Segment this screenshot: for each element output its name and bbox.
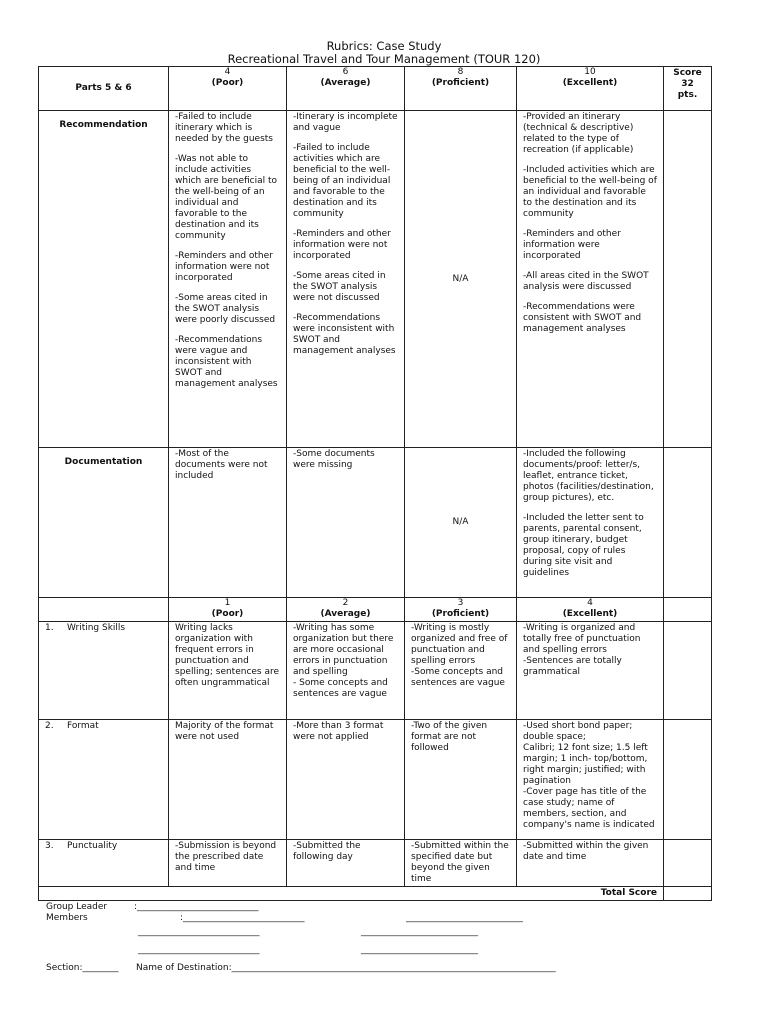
member-field-6[interactable]: __________________________ xyxy=(361,945,478,955)
format-excellent: -Used short bond paper; double space; Calibri; 12 font size; 1.5 left margin; 1 inch- top/bottom, right margin; justified; with pagination -Cover page has title of the case study; name of members, section, and company's name is indicated xyxy=(517,720,664,840)
members-label: Members xyxy=(46,913,88,923)
recommendation-poor: -Failed to include itinerary which is needed by the guests -Was not able to include activities which are beneficial to the well-being of an individual and favorable to the destination and its community -Reminders and other information were not incorporated -Some areas cited in the SWOT analysis were poorly discussed -Recommendations were vague and inconsistent with SWOT and management analyses xyxy=(169,111,287,448)
section-field[interactable]: Section:________ xyxy=(46,963,119,973)
header-b-proficient: 3 (Proficient) xyxy=(405,598,517,622)
member-field-4[interactable]: __________________________ xyxy=(361,927,478,937)
writing-excellent: -Writing is organized and totally free of punctuation and spelling errors -Sentences are totally grammatical xyxy=(517,622,664,720)
recommendation-excellent: -Provided an itinerary (technical & descriptive) related to the type of recreation (if applicable) -Included activities which are beneficial to the well-being of an individual and favorable to the destination and its community -Reminders and other information were incorporated -All areas cited in the SWOT analysis were discussed -Recommendations were consistent with SWOT and management analyses xyxy=(517,111,664,448)
member-field-1[interactable]: :___________________________ xyxy=(180,913,305,923)
header-excellent: 10 (Excellent) xyxy=(517,67,664,111)
row-format xyxy=(39,720,712,840)
total-score-label: Total Score xyxy=(39,887,664,901)
criterion-recommendation: Recommendation xyxy=(39,111,169,448)
recommendation-average: -Itinerary is incomplete and vague -Failed to include activities which are beneficial to the well-being of an individual and favorable to the destination and its community -Reminders and other information were not incorporated -Some areas cited in the SWOT analysis were not discussed -Recommendations were inconsistent with SWOT and management analyses xyxy=(287,111,405,448)
punctuality-poor: -Submission is beyond the prescribed date and time xyxy=(169,840,287,887)
format-proficient: -Two of the given format are not followed xyxy=(405,720,517,840)
recommendation-score xyxy=(664,111,712,448)
criterion-punctuality: 3. Punctuality xyxy=(39,840,169,887)
header-average: 6 (Average) xyxy=(287,67,405,111)
section-a-header-row xyxy=(39,67,712,111)
format-score xyxy=(664,720,712,840)
punctuality-excellent: -Submitted within the given date and time xyxy=(517,840,664,887)
section-b-header-row xyxy=(39,598,712,622)
punctuality-proficient: -Submitted within the specified date but beyond the given time xyxy=(405,840,517,887)
member-field-2[interactable]: __________________________ xyxy=(406,913,523,923)
header-proficient: 8 (Proficient) xyxy=(405,67,517,111)
criterion-format: 2. Format xyxy=(39,720,169,840)
header-b-average: 2 (Average) xyxy=(287,598,405,622)
header-b-excellent: 4 (Excellent) xyxy=(517,598,664,622)
destination-field[interactable]: Name of Destination:________________________________________________________________________ xyxy=(136,963,556,973)
writing-average: -Writing has some organization but there are more occasional errors in punctuation and spelling - Some concepts and sentences are vague xyxy=(287,622,405,720)
section-b-blank xyxy=(39,598,169,622)
rubric-table xyxy=(38,66,712,901)
section-b-score-blank xyxy=(664,598,712,622)
writing-proficient: -Writing is mostly organized and free of punctuation and spelling errors -Some concepts and sentences are vague xyxy=(405,622,517,720)
member-field-5[interactable]: ___________________________ xyxy=(138,945,260,955)
documentation-average: -Some documents were missing xyxy=(287,448,405,598)
writing-score xyxy=(664,622,712,720)
documentation-score xyxy=(664,448,712,598)
header-poor: 4 (Poor) xyxy=(169,67,287,111)
documentation-proficient: N/A xyxy=(405,448,517,598)
writing-poor: Writing lacks organization with frequent errors in punctuation and spelling; sentences are often ungrammatical xyxy=(169,622,287,720)
criterion-documentation: Documentation xyxy=(39,448,169,598)
group-leader-field[interactable]: :___________________________ xyxy=(134,902,259,912)
parts-label: Parts 5 & 6 xyxy=(39,67,169,111)
score-header: Score 32 pts. xyxy=(664,67,712,111)
group-leader-label: Group Leader xyxy=(46,902,108,912)
punctuality-average: -Submitted the following day xyxy=(287,840,405,887)
documentation-poor: -Most of the documents were not included xyxy=(169,448,287,598)
document-title: Rubrics: Case Study xyxy=(326,39,442,53)
criterion-writing-skills: 1. Writing Skills xyxy=(39,622,169,720)
row-documentation xyxy=(39,448,712,598)
row-writing-skills xyxy=(39,622,712,720)
header-b-poor: 1 (Poor) xyxy=(169,598,287,622)
format-poor: Majority of the format were not used xyxy=(169,720,287,840)
format-average: -More than 3 format were not applied xyxy=(287,720,405,840)
document-subtitle: Recreational Travel and Tour Management (TOUR 120) xyxy=(227,52,541,66)
punctuality-score xyxy=(664,840,712,887)
total-score-value xyxy=(664,887,712,901)
row-recommendation xyxy=(39,111,712,448)
row-punctuality xyxy=(39,840,712,887)
documentation-excellent: -Included the following documents/proof: letter/s, leaflet, entrance ticket, photos (facilities/destination, group pictures), etc. -Included the letter sent to parents, parental consent, group itinerary, budget proposal, copy of rules during site visit and guidelines xyxy=(517,448,664,598)
total-row xyxy=(39,887,712,901)
recommendation-proficient: N/A xyxy=(405,111,517,448)
member-field-3[interactable]: ___________________________ xyxy=(138,927,260,937)
